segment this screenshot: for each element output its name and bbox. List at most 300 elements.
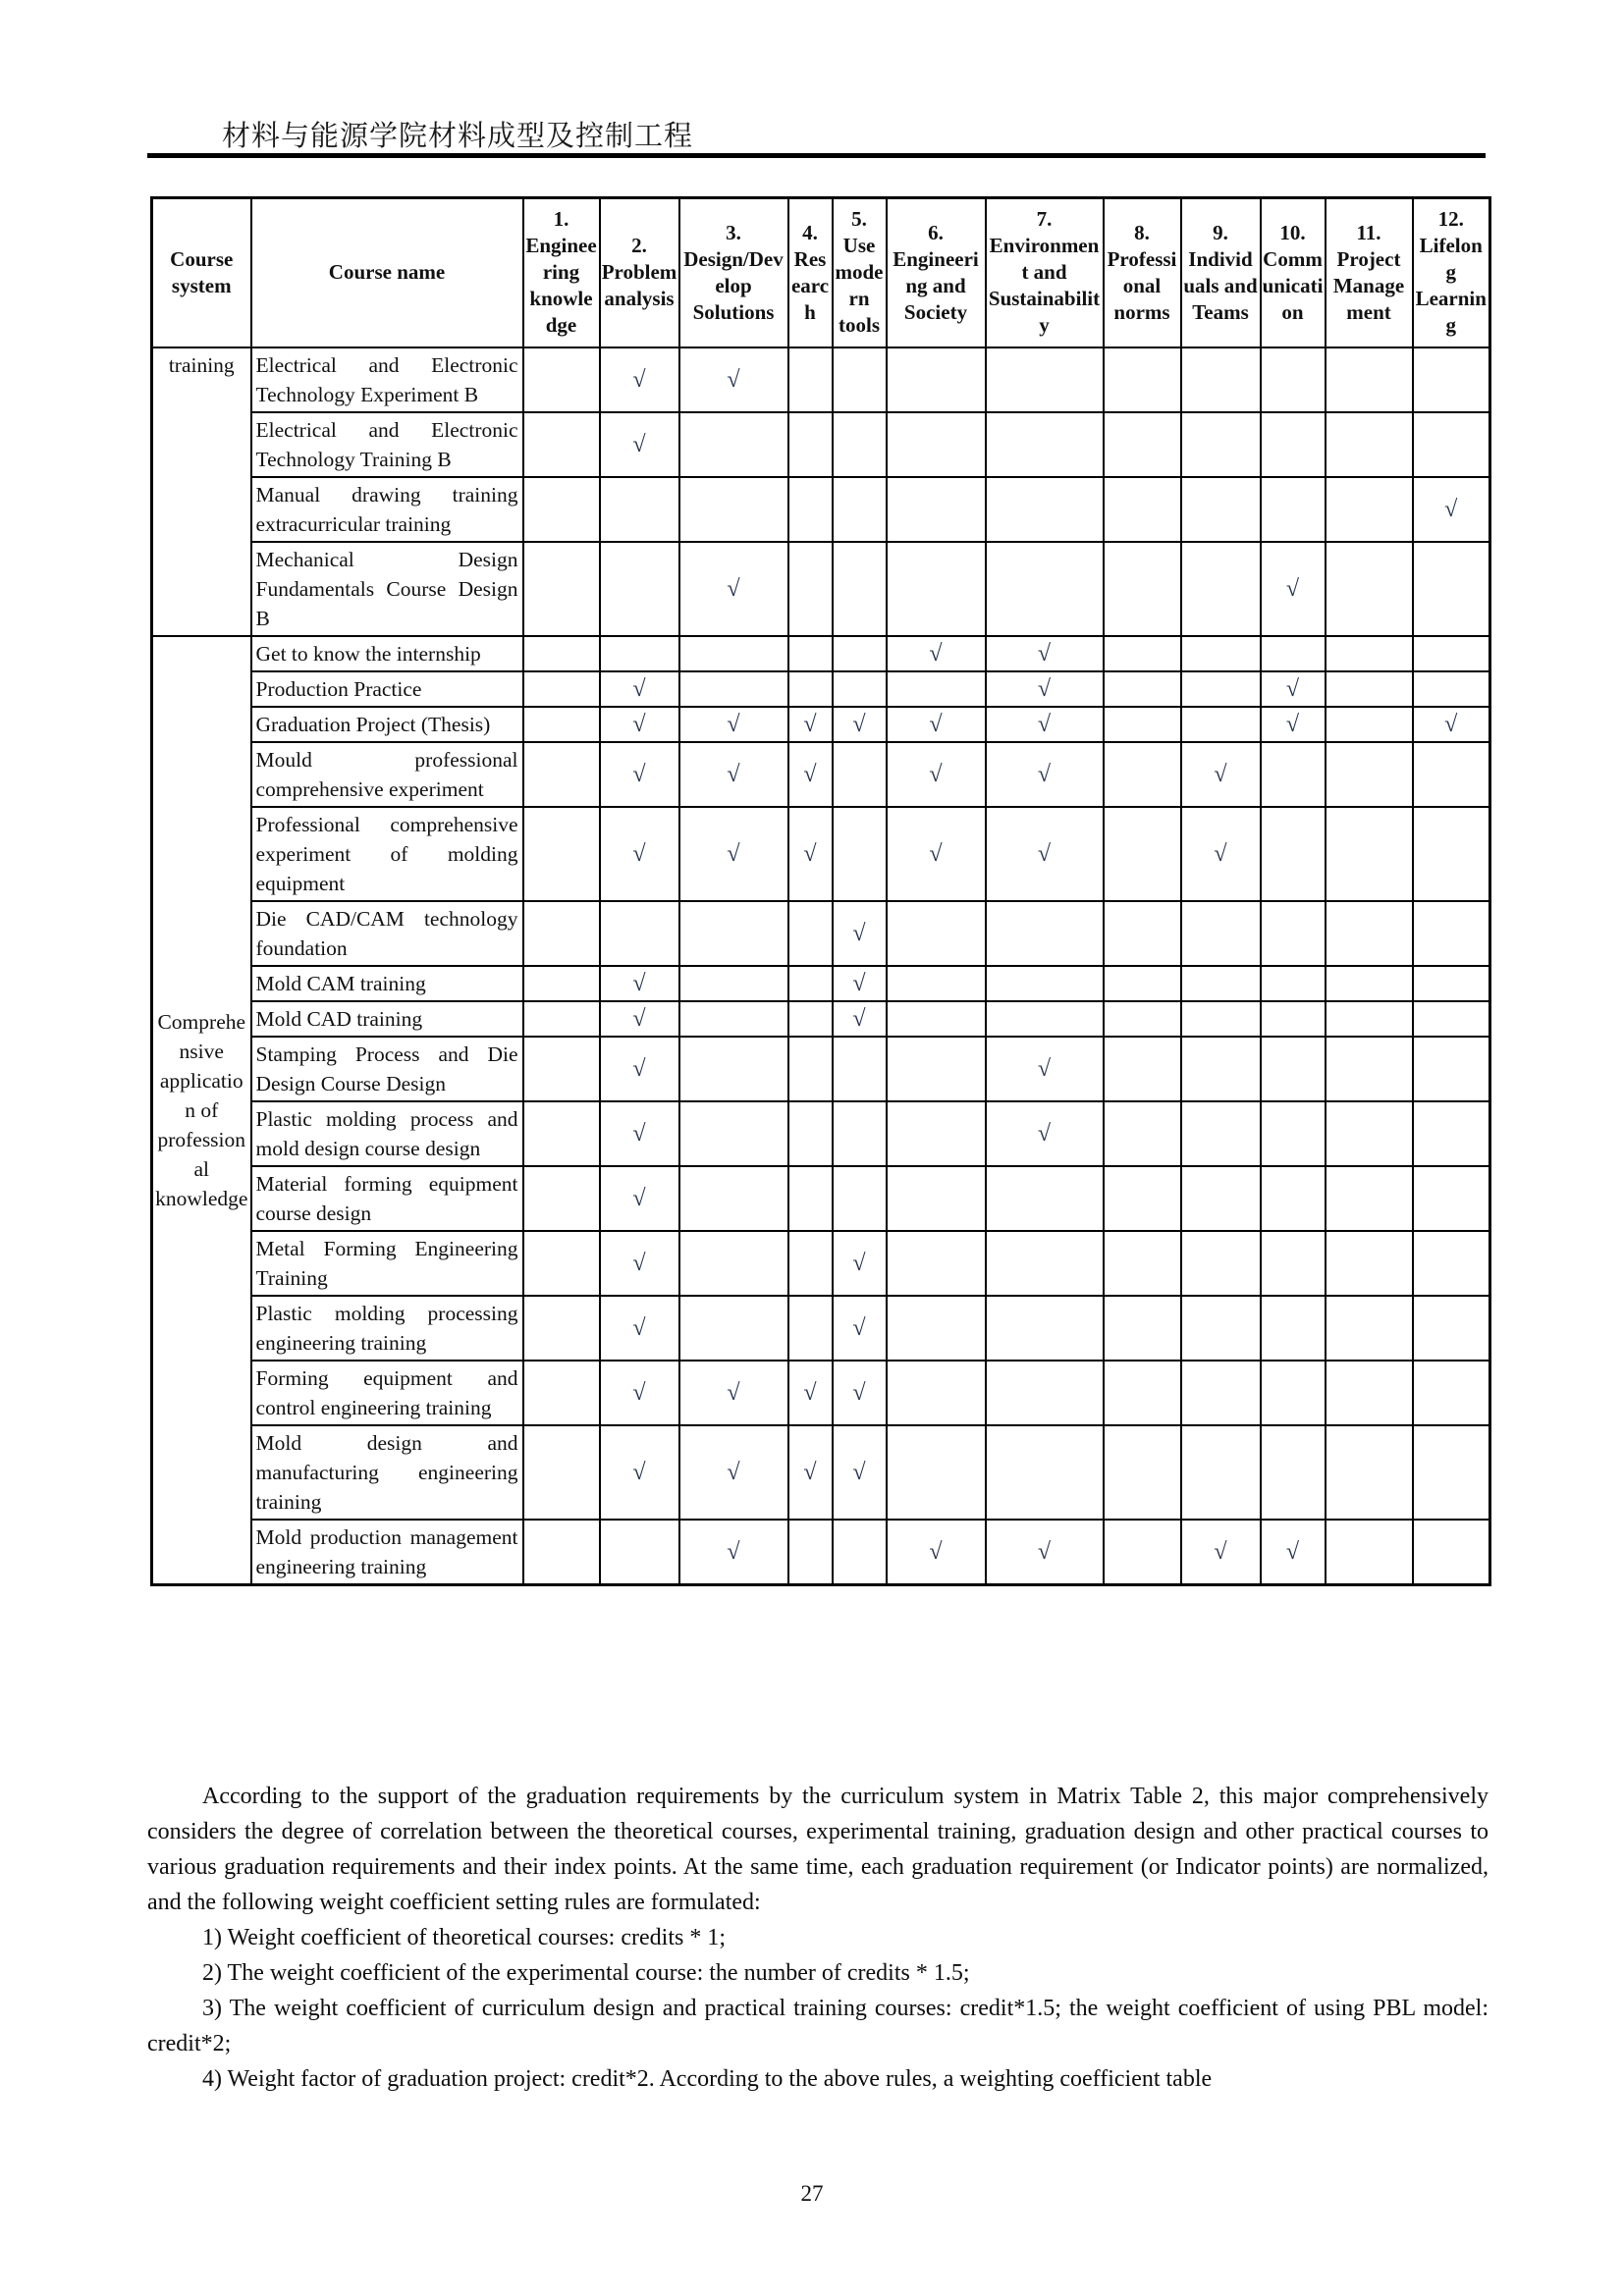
empty-cell: [1413, 347, 1490, 412]
empty-cell: [887, 1231, 986, 1296]
empty-cell: [986, 901, 1104, 966]
check-mark-cell: √: [600, 412, 679, 477]
empty-cell: [1326, 477, 1413, 542]
empty-cell: [887, 1361, 986, 1425]
empty-cell: [1181, 412, 1261, 477]
matrix-body: [152, 347, 1490, 1585]
requirement-number: 6.: [928, 220, 944, 244]
empty-cell: [600, 542, 679, 636]
requirement-label: Research: [790, 246, 830, 324]
col-header-requirement-11: [1326, 198, 1413, 347]
course-name-cell: Plastic molding process and mold design course design: [251, 1101, 523, 1166]
course-name-cell: Professional comprehensive experiment of molding equipment: [251, 807, 523, 901]
empty-cell: [986, 1296, 1104, 1361]
check-mark-cell: √: [833, 1425, 887, 1520]
course-name-cell: Plastic molding processing engineering training: [251, 1296, 523, 1361]
check-mark-cell: √: [600, 1001, 679, 1037]
table-row: [152, 966, 1490, 1001]
course-name-cell: Mold CAM training: [251, 966, 523, 1001]
empty-cell: [1104, 1520, 1181, 1585]
empty-cell: [887, 1296, 986, 1361]
empty-cell: [788, 966, 833, 1001]
empty-cell: [523, 1037, 600, 1101]
empty-cell: [1261, 901, 1326, 966]
check-mark-cell: √: [679, 707, 788, 742]
empty-cell: [1181, 1425, 1261, 1520]
empty-cell: [1413, 542, 1490, 636]
course-name-cell: Manual drawing training extracurricular training: [251, 477, 523, 542]
empty-cell: [1261, 1425, 1326, 1520]
empty-cell: [1326, 542, 1413, 636]
empty-cell: [1326, 1361, 1413, 1425]
empty-cell: [788, 901, 833, 966]
empty-cell: [1261, 412, 1326, 477]
check-mark-cell: √: [600, 742, 679, 807]
empty-cell: [523, 742, 600, 807]
empty-cell: [523, 412, 600, 477]
check-mark-cell: √: [679, 347, 788, 412]
table-row: [152, 1231, 1490, 1296]
empty-cell: [1326, 742, 1413, 807]
empty-cell: [1261, 1001, 1326, 1037]
empty-cell: [1413, 901, 1490, 966]
table-row: [152, 1166, 1490, 1231]
col-header-requirement-4: [788, 198, 833, 347]
empty-cell: [523, 1166, 600, 1231]
requirement-label: Use modern tools: [835, 234, 884, 338]
empty-cell: [1181, 477, 1261, 542]
table-row: [152, 477, 1490, 542]
check-mark-cell: √: [887, 742, 986, 807]
empty-cell: [1181, 707, 1261, 742]
empty-cell: [523, 1425, 600, 1520]
check-mark-cell: √: [833, 1231, 887, 1296]
empty-cell: [1326, 1101, 1413, 1166]
document-header-title: 材料与能源学院材料成型及控制工程: [222, 121, 694, 152]
empty-cell: [600, 636, 679, 671]
empty-cell: [833, 347, 887, 412]
table-row: [152, 1101, 1490, 1166]
empty-cell: [1104, 901, 1181, 966]
empty-cell: [523, 636, 600, 671]
weight-rule-item-4: 4) Weight factor of graduation project: credit*2. According to the above rules, a weighting coefficient table: [202, 2066, 1213, 2092]
empty-cell: [833, 1166, 887, 1231]
course-name-cell: Electrical and Electronic Technology Training B: [251, 412, 523, 477]
empty-cell: [986, 477, 1104, 542]
table-row: [152, 1361, 1490, 1425]
empty-cell: [1413, 636, 1490, 671]
empty-cell: [1326, 1520, 1413, 1585]
empty-cell: [600, 901, 679, 966]
empty-cell: [1326, 1231, 1413, 1296]
requirement-label: Design/Develop Solutions: [683, 246, 784, 324]
empty-cell: [986, 966, 1104, 1001]
empty-cell: [833, 477, 887, 542]
check-mark-cell: √: [1261, 542, 1326, 636]
table-row: [152, 901, 1490, 966]
empty-cell: [523, 1520, 600, 1585]
check-mark-cell: √: [679, 1520, 788, 1585]
check-mark-cell: √: [887, 807, 986, 901]
empty-cell: [887, 412, 986, 477]
empty-cell: [1326, 412, 1413, 477]
check-mark-cell: √: [986, 1101, 1104, 1166]
empty-cell: [1413, 412, 1490, 477]
empty-cell: [1104, 542, 1181, 636]
header-rule: [147, 153, 1486, 158]
empty-cell: [523, 1231, 600, 1296]
empty-cell: [1104, 412, 1181, 477]
empty-cell: [788, 347, 833, 412]
check-mark-cell: √: [986, 671, 1104, 707]
check-mark-cell: √: [600, 707, 679, 742]
empty-cell: [1413, 1296, 1490, 1361]
empty-cell: [1261, 1037, 1326, 1101]
empty-cell: [1181, 1296, 1261, 1361]
empty-cell: [679, 966, 788, 1001]
empty-cell: [1326, 1296, 1413, 1361]
course-name-cell: Metal Forming Engineering Training: [251, 1231, 523, 1296]
requirement-number: 4.: [802, 220, 818, 244]
empty-cell: [1104, 347, 1181, 412]
requirement-number: 2.: [631, 234, 647, 258]
empty-cell: [679, 671, 788, 707]
empty-cell: [1261, 1296, 1326, 1361]
empty-cell: [986, 1425, 1104, 1520]
col-header-requirement-9: [1181, 198, 1261, 347]
check-mark-cell: √: [1181, 742, 1261, 807]
empty-cell: [1326, 347, 1413, 412]
empty-cell: [887, 901, 986, 966]
course-name-cell: Mold CAD training: [251, 1001, 523, 1037]
empty-cell: [679, 412, 788, 477]
check-mark-cell: √: [1261, 671, 1326, 707]
check-mark-cell: √: [679, 742, 788, 807]
check-mark-cell: √: [1261, 1520, 1326, 1585]
empty-cell: [1104, 671, 1181, 707]
table-row: [152, 542, 1490, 636]
empty-cell: [833, 671, 887, 707]
course-name-cell: Mold design and manufacturing engineering training: [251, 1425, 523, 1520]
empty-cell: [1413, 966, 1490, 1001]
check-mark-cell: √: [600, 347, 679, 412]
requirement-label: Engineering knowledge: [525, 234, 597, 338]
check-mark-cell: √: [600, 671, 679, 707]
empty-cell: [887, 966, 986, 1001]
empty-cell: [1413, 1425, 1490, 1520]
empty-cell: [1413, 1166, 1490, 1231]
requirement-number: 9.: [1213, 220, 1228, 244]
empty-cell: [1104, 1231, 1181, 1296]
check-mark-cell: √: [788, 1361, 833, 1425]
check-mark-cell: √: [600, 1361, 679, 1425]
weight-rules-paragraph: According to the support of the graduation requirements by the curriculum system in Matrix Table 2, this major comprehensively considers the degree of correlation between the theoretical courses, experimental training, graduation design and other practical courses to various graduation requirements and their index points. At the same time, each graduation requirement (or Indicator points) are normalized, and the following weight coefficient setting rules are formulated:: [147, 1784, 1489, 1915]
empty-cell: [1104, 1425, 1181, 1520]
empty-cell: [887, 1037, 986, 1101]
table-row: [152, 412, 1490, 477]
empty-cell: [679, 636, 788, 671]
empty-cell: [523, 1101, 600, 1166]
requirement-label: Communication: [1262, 246, 1324, 324]
table-row: [152, 707, 1490, 742]
course-name-cell: Mould professional comprehensive experiment: [251, 742, 523, 807]
course-name-cell: Material forming equipment course design: [251, 1166, 523, 1231]
table-row: [152, 1520, 1490, 1585]
empty-cell: [788, 1520, 833, 1585]
empty-cell: [986, 412, 1104, 477]
weight-rule-item-3: 3) The weight coefficient of curriculum design and practical training courses: credit*1.5; the weight coefficient of using PBL model: credit*2;: [147, 1996, 1489, 2056]
check-mark-cell: √: [600, 1166, 679, 1231]
col-header-requirement-6: [887, 198, 986, 347]
empty-cell: [1181, 347, 1261, 412]
check-mark-cell: √: [833, 1296, 887, 1361]
empty-cell: [1326, 966, 1413, 1001]
requirement-number: 10.: [1279, 220, 1306, 244]
empty-cell: [887, 347, 986, 412]
requirement-number: 8.: [1134, 220, 1150, 244]
empty-cell: [986, 542, 1104, 636]
empty-cell: [1181, 636, 1261, 671]
empty-cell: [523, 901, 600, 966]
empty-cell: [1413, 1520, 1490, 1585]
empty-cell: [679, 901, 788, 966]
check-mark-cell: √: [600, 1037, 679, 1101]
empty-cell: [1104, 1166, 1181, 1231]
empty-cell: [1104, 966, 1181, 1001]
course-name-cell: Mold production management engineering training: [251, 1520, 523, 1585]
empty-cell: [1326, 636, 1413, 671]
check-mark-cell: √: [600, 1296, 679, 1361]
empty-cell: [1181, 1231, 1261, 1296]
empty-cell: [1261, 1166, 1326, 1231]
weight-rule-item-1: 1) Weight coefficient of theoretical courses: credits * 1;: [202, 1925, 726, 1950]
requirement-number: 5.: [851, 207, 867, 232]
empty-cell: [887, 477, 986, 542]
check-mark-cell: √: [1413, 477, 1490, 542]
check-mark-cell: √: [600, 1231, 679, 1296]
table-row: [152, 807, 1490, 901]
empty-cell: [788, 636, 833, 671]
course-name-cell: Forming equipment and control engineering training: [251, 1361, 523, 1425]
col-header-requirement-5: [833, 198, 887, 347]
empty-cell: [523, 542, 600, 636]
empty-cell: [1104, 1101, 1181, 1166]
check-mark-cell: √: [788, 807, 833, 901]
empty-cell: [1104, 1001, 1181, 1037]
empty-cell: [600, 477, 679, 542]
empty-cell: [833, 742, 887, 807]
empty-cell: [1326, 1037, 1413, 1101]
empty-cell: [1104, 477, 1181, 542]
empty-cell: [788, 412, 833, 477]
empty-cell: [788, 671, 833, 707]
requirement-number: 3.: [726, 220, 741, 244]
check-mark-cell: √: [679, 1425, 788, 1520]
empty-cell: [986, 1231, 1104, 1296]
empty-cell: [833, 542, 887, 636]
empty-cell: [1104, 742, 1181, 807]
empty-cell: [1181, 901, 1261, 966]
empty-cell: [1181, 1361, 1261, 1425]
empty-cell: [1326, 707, 1413, 742]
empty-cell: [523, 1361, 600, 1425]
check-mark-cell: √: [986, 1037, 1104, 1101]
empty-cell: [1261, 742, 1326, 807]
check-mark-cell: √: [788, 742, 833, 807]
empty-cell: [887, 1101, 986, 1166]
check-mark-cell: √: [833, 901, 887, 966]
empty-cell: [523, 807, 600, 901]
empty-cell: [1413, 671, 1490, 707]
course-name-cell: Graduation Project (Thesis): [251, 707, 523, 742]
course-name-cell: Production Practice: [251, 671, 523, 707]
table-row: [152, 1001, 1490, 1037]
empty-cell: [1413, 1361, 1490, 1425]
empty-cell: [523, 477, 600, 542]
empty-cell: [1181, 542, 1261, 636]
empty-cell: [788, 1296, 833, 1361]
empty-cell: [1413, 1037, 1490, 1101]
empty-cell: [1104, 636, 1181, 671]
requirement-number: 1.: [553, 207, 569, 232]
table-row: [152, 1296, 1490, 1361]
check-mark-cell: √: [986, 1520, 1104, 1585]
empty-cell: [788, 1231, 833, 1296]
empty-cell: [833, 1520, 887, 1585]
empty-cell: [986, 1361, 1104, 1425]
empty-cell: [788, 477, 833, 542]
check-mark-cell: √: [600, 807, 679, 901]
empty-cell: [1326, 1166, 1413, 1231]
empty-cell: [1413, 742, 1490, 807]
check-mark-cell: √: [1181, 1520, 1261, 1585]
table-row: [152, 671, 1490, 707]
check-mark-cell: √: [887, 1520, 986, 1585]
empty-cell: [1104, 1037, 1181, 1101]
col-header-course-name: Course name: [251, 198, 523, 347]
check-mark-cell: √: [788, 1425, 833, 1520]
empty-cell: [523, 347, 600, 412]
empty-cell: [679, 1101, 788, 1166]
empty-cell: [1261, 636, 1326, 671]
empty-cell: [1181, 966, 1261, 1001]
empty-cell: [986, 1001, 1104, 1037]
empty-cell: [1104, 1296, 1181, 1361]
empty-cell: [679, 1231, 788, 1296]
empty-cell: [1261, 807, 1326, 901]
col-header-course-system: Course system: [152, 198, 251, 347]
check-mark-cell: √: [600, 966, 679, 1001]
check-mark-cell: √: [833, 1001, 887, 1037]
empty-cell: [887, 542, 986, 636]
table-row: [152, 347, 1490, 412]
empty-cell: [1261, 1361, 1326, 1425]
matrix-header-row: [152, 198, 1490, 347]
check-mark-cell: √: [833, 966, 887, 1001]
empty-cell: [1261, 1101, 1326, 1166]
empty-cell: [833, 1037, 887, 1101]
empty-cell: [1261, 347, 1326, 412]
check-mark-cell: √: [788, 707, 833, 742]
check-mark-cell: √: [833, 1361, 887, 1425]
requirement-number: 7.: [1036, 207, 1053, 232]
empty-cell: [1181, 1037, 1261, 1101]
empty-cell: [523, 1296, 600, 1361]
check-mark-cell: √: [1413, 707, 1490, 742]
empty-cell: [679, 1001, 788, 1037]
col-header-requirement-1: [523, 198, 600, 347]
empty-cell: [1326, 1001, 1413, 1037]
check-mark-cell: √: [679, 807, 788, 901]
empty-cell: [833, 412, 887, 477]
empty-cell: [887, 1425, 986, 1520]
requirement-label: Problem analysis: [601, 260, 677, 311]
course-name-cell: Electrical and Electronic Technology Experiment B: [251, 347, 523, 412]
requirement-number: 12.: [1437, 207, 1464, 232]
check-mark-cell: √: [887, 707, 986, 742]
table-row: [152, 636, 1490, 671]
check-mark-cell: √: [833, 707, 887, 742]
empty-cell: [600, 1520, 679, 1585]
empty-cell: [523, 707, 600, 742]
table-row: [152, 1037, 1490, 1101]
check-mark-cell: √: [1261, 707, 1326, 742]
course-name-cell: Die CAD/CAM technology foundation: [251, 901, 523, 966]
requirement-number: 11.: [1356, 220, 1381, 244]
empty-cell: [1326, 1425, 1413, 1520]
weight-rule-item-2: 2) The weight coefficient of the experimental course: the number of credits * 1.5;: [202, 1960, 970, 1986]
empty-cell: [788, 1101, 833, 1166]
col-header-requirement-8: [1104, 198, 1181, 347]
empty-cell: [1261, 1231, 1326, 1296]
empty-cell: [1326, 807, 1413, 901]
empty-cell: [1413, 1231, 1490, 1296]
course-system-group-2: Comprehensive application of professional knowledge: [152, 636, 251, 1585]
table-row: [152, 742, 1490, 807]
requirement-label: Lifelong Learning: [1415, 234, 1487, 338]
empty-cell: [523, 1001, 600, 1037]
empty-cell: [1326, 901, 1413, 966]
check-mark-cell: √: [600, 1425, 679, 1520]
empty-cell: [679, 1296, 788, 1361]
empty-cell: [887, 671, 986, 707]
check-mark-cell: √: [1181, 807, 1261, 901]
empty-cell: [523, 671, 600, 707]
check-mark-cell: √: [986, 636, 1104, 671]
check-mark-cell: √: [600, 1101, 679, 1166]
empty-cell: [1413, 807, 1490, 901]
course-requirements-matrix: [150, 196, 1491, 1586]
requirement-label: Engineering and Society: [893, 246, 979, 324]
body-text: [147, 1779, 1489, 2097]
empty-cell: [1261, 477, 1326, 542]
page-number: 27: [800, 2181, 824, 2206]
empty-cell: [679, 477, 788, 542]
empty-cell: [788, 542, 833, 636]
empty-cell: [1413, 1001, 1490, 1037]
check-mark-cell: √: [887, 636, 986, 671]
course-name-cell: Mechanical Design Fundamentals Course Design B: [251, 542, 523, 636]
col-header-requirement-2: [600, 198, 679, 347]
empty-cell: [833, 1101, 887, 1166]
col-header-requirement-3: [679, 198, 788, 347]
empty-cell: [833, 636, 887, 671]
empty-cell: [1181, 671, 1261, 707]
empty-cell: [788, 1001, 833, 1037]
empty-cell: [788, 1166, 833, 1231]
empty-cell: [788, 1037, 833, 1101]
empty-cell: [986, 1166, 1104, 1231]
